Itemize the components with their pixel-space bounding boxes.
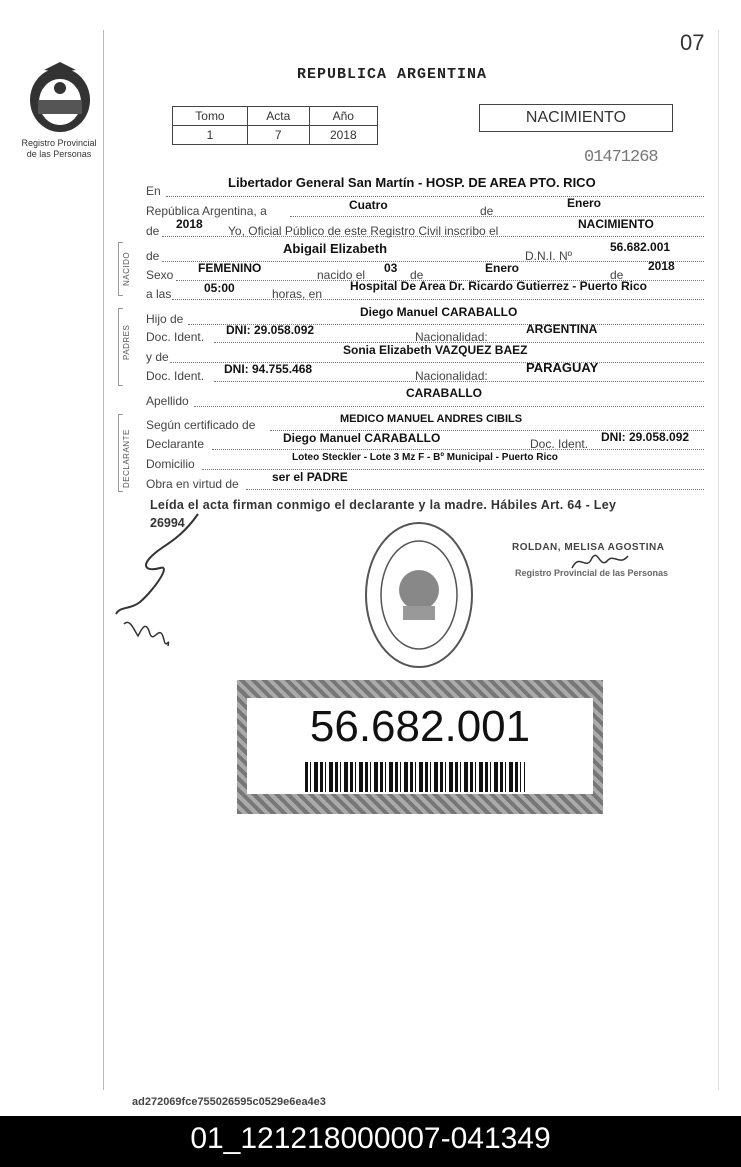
right-margin-line <box>718 30 719 1090</box>
coat-of-arms-logo <box>24 58 96 136</box>
address-value: Loteo Steckler - Lote 3 Mz F - Bº Municipal - Puerto Rico <box>292 452 558 463</box>
serial-number: 01471268 <box>584 148 658 167</box>
horas-en-label: horas, en <box>272 287 323 301</box>
document-hash: ad272069fce755026595c0529e6ea4e3 <box>132 1096 326 1108</box>
declarante-label: Declarante <box>146 437 205 451</box>
record-type-box: NACIMIENTO <box>479 104 673 132</box>
official-role: Registro Provincial de las Personas <box>515 568 669 578</box>
birth-place-value: Hospital De Area Dr. Ricardo Gutierrez - Puerto Rico <box>350 279 647 293</box>
side-nacido: NACIDO <box>122 251 131 286</box>
nacionalidad-label: Nacionalidad: <box>415 330 488 344</box>
segun-label: Según certificado de <box>146 418 256 432</box>
birth-month-value: Enero <box>485 261 520 275</box>
nacido-el-label: nacido el <box>317 268 366 282</box>
sticker-barcode <box>305 762 525 792</box>
tomo-header: Tomo <box>173 107 248 126</box>
doc-ident-label: Doc. Ident. <box>146 330 205 344</box>
place-value: Libertador General San Martín - HOSP. DE AREA PTO. RICO <box>228 175 596 190</box>
nacionalidad2-label: Nacionalidad: <box>415 369 488 383</box>
dni-sticker <box>237 680 603 814</box>
dni-label: D.N.I. Nº <box>525 249 573 263</box>
domicilio-label: Domicilio <box>146 457 195 471</box>
y-de-label: y de <box>146 350 169 364</box>
registry-label-2: de las Personas <box>26 149 92 159</box>
mother-value: Sonia Elizabeth VAZQUEZ BAEZ <box>343 343 528 357</box>
by-virtue-value: ser el PADRE <box>272 470 348 484</box>
year-value: 2018 <box>176 217 203 231</box>
registry-label-1: Registro Provincial <box>21 138 97 148</box>
official-name: ROLDAN, MELISA AGOSTINA <box>512 542 665 553</box>
anio-header: Año <box>309 107 377 126</box>
register-table <box>172 106 378 145</box>
declarant-value: Diego Manuel CARABALLO <box>283 431 441 445</box>
certificate-value: MEDICO MANUEL ANDRES CIBILS <box>340 413 523 425</box>
closing-line-1: Leída el acta firman conmigo el declarante y la madre. Hábiles Art. 64 - Ley <box>150 498 617 512</box>
official-signature <box>570 548 630 574</box>
a-las-label: a las <box>146 287 172 301</box>
page-number: 07 <box>680 30 705 55</box>
sexo-label: Sexo <box>146 268 174 282</box>
father-value: Diego Manuel CARABALLO <box>360 305 518 319</box>
closing-line-2: 26994 <box>150 516 185 530</box>
de2-label: de <box>410 268 424 282</box>
sex-value: FEMENINO <box>198 261 262 275</box>
inscribo-value: NACIMIENTO <box>578 217 654 231</box>
doc-ident3-label: Doc. Ident. <box>530 437 589 451</box>
obra-label: Obra en virtud de <box>146 477 239 491</box>
declarant-dni-value: DNI: 29.058.092 <box>601 430 690 444</box>
country-title: REPUBLICA ARGENTINA <box>297 66 488 83</box>
child-name-value: Abigail Elizabeth <box>283 241 388 256</box>
declarant-signature <box>110 510 210 670</box>
mother-nat-value: PARAGUAY <box>526 360 599 375</box>
side-declarante: DECLARANTE <box>122 429 131 488</box>
anio-value: 2018 <box>309 126 377 145</box>
birth-day-value: 03 <box>384 261 398 275</box>
doc-ident2-label: Doc. Ident. <box>146 369 205 383</box>
day-word-value: Cuatro <box>349 198 388 212</box>
child-dni-value: 56.682.001 <box>610 240 671 254</box>
acta-value: 7 <box>247 126 309 145</box>
de3-label: de <box>610 268 624 282</box>
left-margin-line <box>103 30 104 1090</box>
birth-time-value: 05:00 <box>204 281 235 295</box>
birth-year-value: 2018 <box>648 259 675 273</box>
apellido-label: Apellido <box>146 394 189 408</box>
father-nat-value: ARGENTINA <box>526 322 598 336</box>
sticker-number: 56.682.001 <box>309 702 531 751</box>
mother-dni-value: DNI: 94.755.468 <box>224 362 313 376</box>
de-label: de <box>480 204 494 218</box>
footer-bar <box>0 1116 741 1167</box>
acta-header: Acta <box>247 107 309 126</box>
republica-label: República Argentina, a <box>146 204 267 218</box>
yo-oficial-label: Yo, Oficial Público de este Registro Civil inscribo el <box>228 224 499 238</box>
official-seal <box>363 520 475 670</box>
de-name-label: de <box>146 249 160 263</box>
footer-code: 01_121218000007-041349 <box>190 1122 551 1155</box>
side-padres: PADRES <box>122 324 131 360</box>
en-label: En <box>146 184 161 198</box>
father-dni-value: DNI: 29.058.092 <box>226 323 315 337</box>
month-word-value: Enero <box>567 196 602 210</box>
tomo-value: 1 <box>173 126 248 145</box>
hijo-de-label: Hijo de <box>146 312 184 326</box>
de-year-label: de <box>146 224 160 238</box>
surname-value: CARABALLO <box>406 386 482 400</box>
